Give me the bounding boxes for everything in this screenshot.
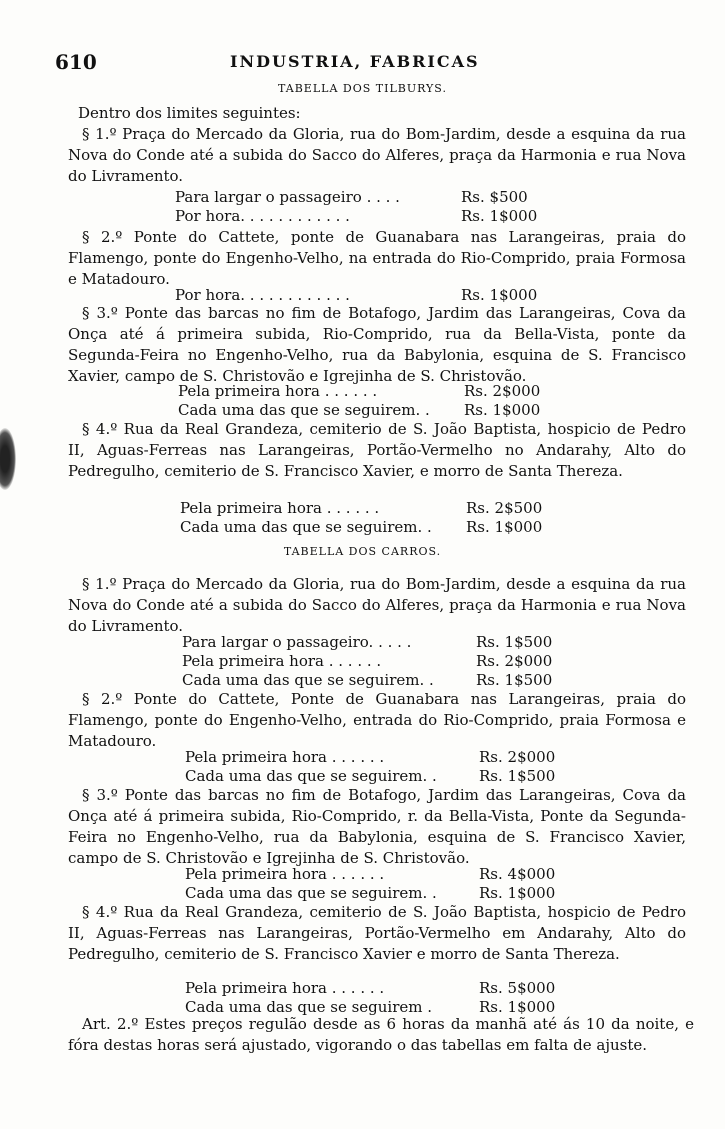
fare-row: Para largar o passageiro . . . . Rs. $500	[175, 188, 528, 206]
fare-row: Cada uma das que se seguirem. . Rs. 1$000	[178, 401, 541, 419]
page-header	[55, 50, 695, 72]
fare-row: Cada uma das que se seguirem. . Rs. 1$500	[182, 671, 553, 689]
tilbury-paragraph-1: § 1.º Praça do Mercado da Gloria, rua do Bom-Jardim, desde a esquina da rua Nova do Conde até a subida do Sacco do Alferes, praça da Harmonia e rua Nova do Livramento.	[68, 125, 686, 185]
fare-row: Cada uma das que se seguirem. . Rs. 1$000	[180, 518, 543, 536]
fare-row: Pela primeira hora . . . . . . Rs. 2$000	[182, 652, 553, 670]
section-title-tilburys: TABELLA DOS TILBURYS.	[278, 82, 447, 95]
fare-row: Pela primeira hora . . . . . . Rs. 5$000	[185, 979, 556, 997]
fare-row: Pela primeira hora . . . . . . Rs. 2$000	[185, 748, 556, 766]
fare-row: Cada uma das que se seguirem . Rs. 1$000	[185, 998, 556, 1016]
carro-paragraph-3: § 3.º Ponte das barcas no fim de Botafogo, Jardim das Larangeiras, Cova da Onça até á primeira subida, Rio-Comprido, r. da Bella-Vista, Ponte da Segunda-Feira no Engenho-Velho, rua da Babylonia, esquina de S. Francisco Xavier, campo de S. Christovão e Igrejinha de S. Christovão.	[68, 786, 686, 867]
running-title: INDUSTRIA, FABRICAS	[230, 52, 480, 71]
section-title-carros: TABELLA DOS CARROS.	[283, 545, 442, 558]
fare-row: Para largar o passageiro. . . . . Rs. 1$500	[182, 633, 553, 651]
carro-paragraph-4: § 4.º Rua da Real Grandeza, cemiterio de S. João Baptista, hospicio de Pedro II, Aguas-Ferreas nas Larangeiras, Portão-Vermelho em Andarahy, Alto do Pedregulho, cemiterio de S. Francisco Xavier e morro de Santa Thereza.	[68, 903, 686, 963]
page-number: 610	[55, 50, 97, 74]
fare-row: Cada uma das que se seguirem. . Rs. 1$000	[185, 884, 556, 902]
fare-row: Pela primeira hora . . . . . . Rs. 2$500	[180, 499, 543, 517]
fare-row: Pela primeira hora . . . . . . Rs. 2$000	[178, 382, 541, 400]
article-2: Art. 2.º Estes preços regulão desde as 6 horas da manhã até ás 10 da noite, e fóra destas horas será ajustado, vigorando o das tabellas em falta de ajuste.	[68, 1015, 694, 1054]
tilbury-paragraph-3: § 3.º Ponte das barcas no fim de Botafogo, Jardim das Larangeiras, Cova da Onça até á primeira subida, Rio-Comprido, rua da Bella-Vista, ponte da Segunda-Feira no Engenho-Velho, rua da Babylonia, esquina de S. Francisco Xavier, campo de S. Christovão e Igrejinha de S. Christovão.	[68, 304, 686, 385]
fare-row: Pela primeira hora . . . . . . Rs. 4$000	[185, 865, 556, 883]
tilbury-paragraph-2: § 2.º Ponte do Cattete, ponte de Guanabara nas Larangeiras, praia do Flamengo, ponte do Engenho-Velho, na entrada do Rio-Comprido, praia Formosa e Matadouro.	[68, 228, 686, 288]
fare-row: Cada uma das que se seguirem. . Rs. 1$500	[185, 767, 556, 785]
section-intro: Dentro dos limites seguintes:	[78, 104, 301, 122]
fare-row: Por hora. . . . . . . . . . . . Rs. 1$000	[175, 286, 538, 304]
carro-paragraph-1: § 1.º Praça do Mercado da Gloria, rua do Bom-Jardim, desde a esquina da rua Nova do Conde até a subida do Sacco do Alferes, praça da Harmonia e rua Nova do Livramento.	[68, 575, 686, 635]
carro-paragraph-2: § 2.º Ponte do Cattete, Ponte de Guanabara nas Larangeiras, praia do Flamengo, ponte do Engenho-Velho, entrada do Rio-Comprido, praia Formosa e Matadouro.	[68, 690, 686, 750]
tilbury-paragraph-4: § 4.º Rua da Real Grandeza, cemiterio de S. João Baptista, hospicio de Pedro II, Aguas-Ferreas nas Larangeiras, Portão-Vermelho no Andarahy, Alto do Pedregulho, cemiterio de S. Francisco Xavier, e morro de Santa Thereza.	[68, 420, 686, 480]
fare-row: Por hora. . . . . . . . . . . . Rs. 1$000	[175, 207, 538, 225]
margin-ink-blot	[0, 428, 16, 490]
